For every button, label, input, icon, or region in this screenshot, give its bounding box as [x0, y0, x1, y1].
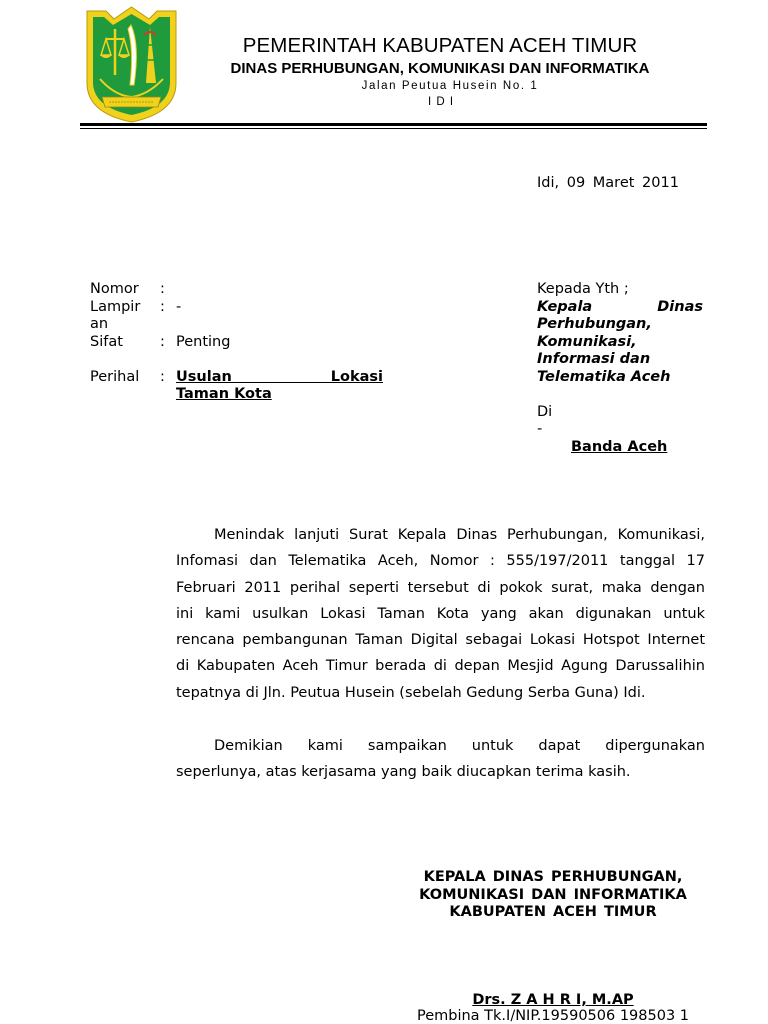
- letter-meta: [90, 281, 390, 402]
- signature-title-line: KOMUNIKASI DAN INFORMATIKA: [419, 886, 687, 903]
- letterhead-city: I D I: [427, 96, 455, 108]
- paragraph-1-line: Menindak lanjuti Surat Kepala Dinas Perhubungan, Komunikasi,: [214, 527, 705, 543]
- signer-name: Drs. Z A H R I, M.AP: [472, 992, 634, 1008]
- perihal-line-1: Usulan Lokasi: [176, 368, 383, 385]
- recipient-name-line-3: Komunikasi,: [537, 333, 637, 350]
- letterhead-divider-thick: [80, 123, 707, 126]
- emblem-icon: [84, 5, 179, 123]
- recipient-place: Banda Aceh: [571, 438, 668, 455]
- signature-title-line: KEPALA DINAS PERHUBUNGAN,: [423, 869, 683, 885]
- recipient-dash: -: [537, 421, 543, 437]
- recipient-name-line-5: Telematika Aceh: [537, 368, 671, 385]
- nomor-colon: :: [160, 281, 165, 297]
- paragraph-1-line: di Kabupaten Aceh Timur berada di depan Mesjid Agung Darussalihin: [176, 658, 705, 675]
- meta-spacer: [90, 351, 390, 369]
- paragraph-1-line: Februari 2011 perihal seperti tersebut di pokok surat, maka dengan: [176, 579, 705, 596]
- paragraph-2-line: seperlunya, atas kerjasama yang baik diucapkan terima kasih.: [176, 764, 631, 781]
- letterhead-title: PEMERINTAH KABUPATEN ACEH TIMUR: [242, 34, 638, 57]
- letterhead-divider-thin: [80, 128, 707, 129]
- perihal-line-2: Taman Kota: [176, 386, 272, 402]
- letterhead-address: Jalan Peutua Husein No. 1: [361, 80, 539, 92]
- meta-row-sifat: [90, 334, 390, 352]
- recipient-name-line-2: Perhubungan,: [537, 316, 652, 332]
- letter-date: Idi, 09 Maret 2011: [537, 175, 679, 191]
- nomor-label: Nomor: [90, 281, 139, 297]
- regency-emblem-logo: [84, 5, 179, 123]
- paragraph-1-line: tepatnya di Jln. Peutua Husein (sebelah Gedung Serba Guna) Idi.: [176, 684, 646, 701]
- recipient-block: [537, 281, 703, 456]
- signer-rank-nip: Pembina Tk.I/NIP.19590506 198503 1: [416, 1008, 690, 1024]
- paragraph-1-line: rencana pembangunan Taman Digital sebagai Lokasi Hotspot Internet: [176, 632, 705, 649]
- signature-title: [400, 869, 706, 922]
- meta-row-perihal: [90, 368, 390, 402]
- signature-title-line: KABUPATEN ACEH TIMUR: [449, 904, 657, 920]
- recipient-spacer: [537, 386, 703, 404]
- lampiran-label-part2: an: [90, 316, 109, 332]
- letterhead-subtitle: DINAS PERHUBUNGAN, KOMUNIKASI DAN INFORMATIKA: [230, 60, 650, 77]
- lampiran-value: -: [176, 298, 182, 315]
- sifat-value: Penting: [176, 333, 231, 350]
- sifat-label: Sifat: [90, 333, 123, 350]
- paragraph-1-line: Infomasi dan Telematika Aceh, Nomor : 555/197/2011 tanggal 17: [176, 553, 705, 570]
- lampiran-colon: :: [160, 298, 165, 315]
- body-paragraph-1: [176, 522, 705, 706]
- meta-row-nomor: [90, 281, 390, 299]
- body-paragraph-2: [176, 733, 705, 786]
- perihal-value: [176, 369, 383, 404]
- recipient-name-line-4: Informasi dan: [537, 351, 651, 367]
- perihal-colon: :: [160, 368, 165, 385]
- meta-row-lampiran-cont: [90, 316, 390, 334]
- recipient-salutation: Kepada Yth ;: [537, 281, 629, 297]
- recipient-di: Di: [537, 403, 553, 420]
- paragraph-2-line: Demikian kami sampaikan untuk dapat dipergunakan: [214, 738, 705, 754]
- meta-row-lampiran: [90, 299, 390, 317]
- recipient-name-line-1: Kepala Dinas: [537, 298, 703, 315]
- perihal-label: Perihal: [90, 368, 140, 385]
- lampiran-label-part1: Lampir: [90, 298, 141, 315]
- paragraph-1-line: ini kami usulkan Lokasi Taman Kota yang akan digunakan untuk: [176, 605, 705, 622]
- sifat-colon: :: [160, 333, 165, 350]
